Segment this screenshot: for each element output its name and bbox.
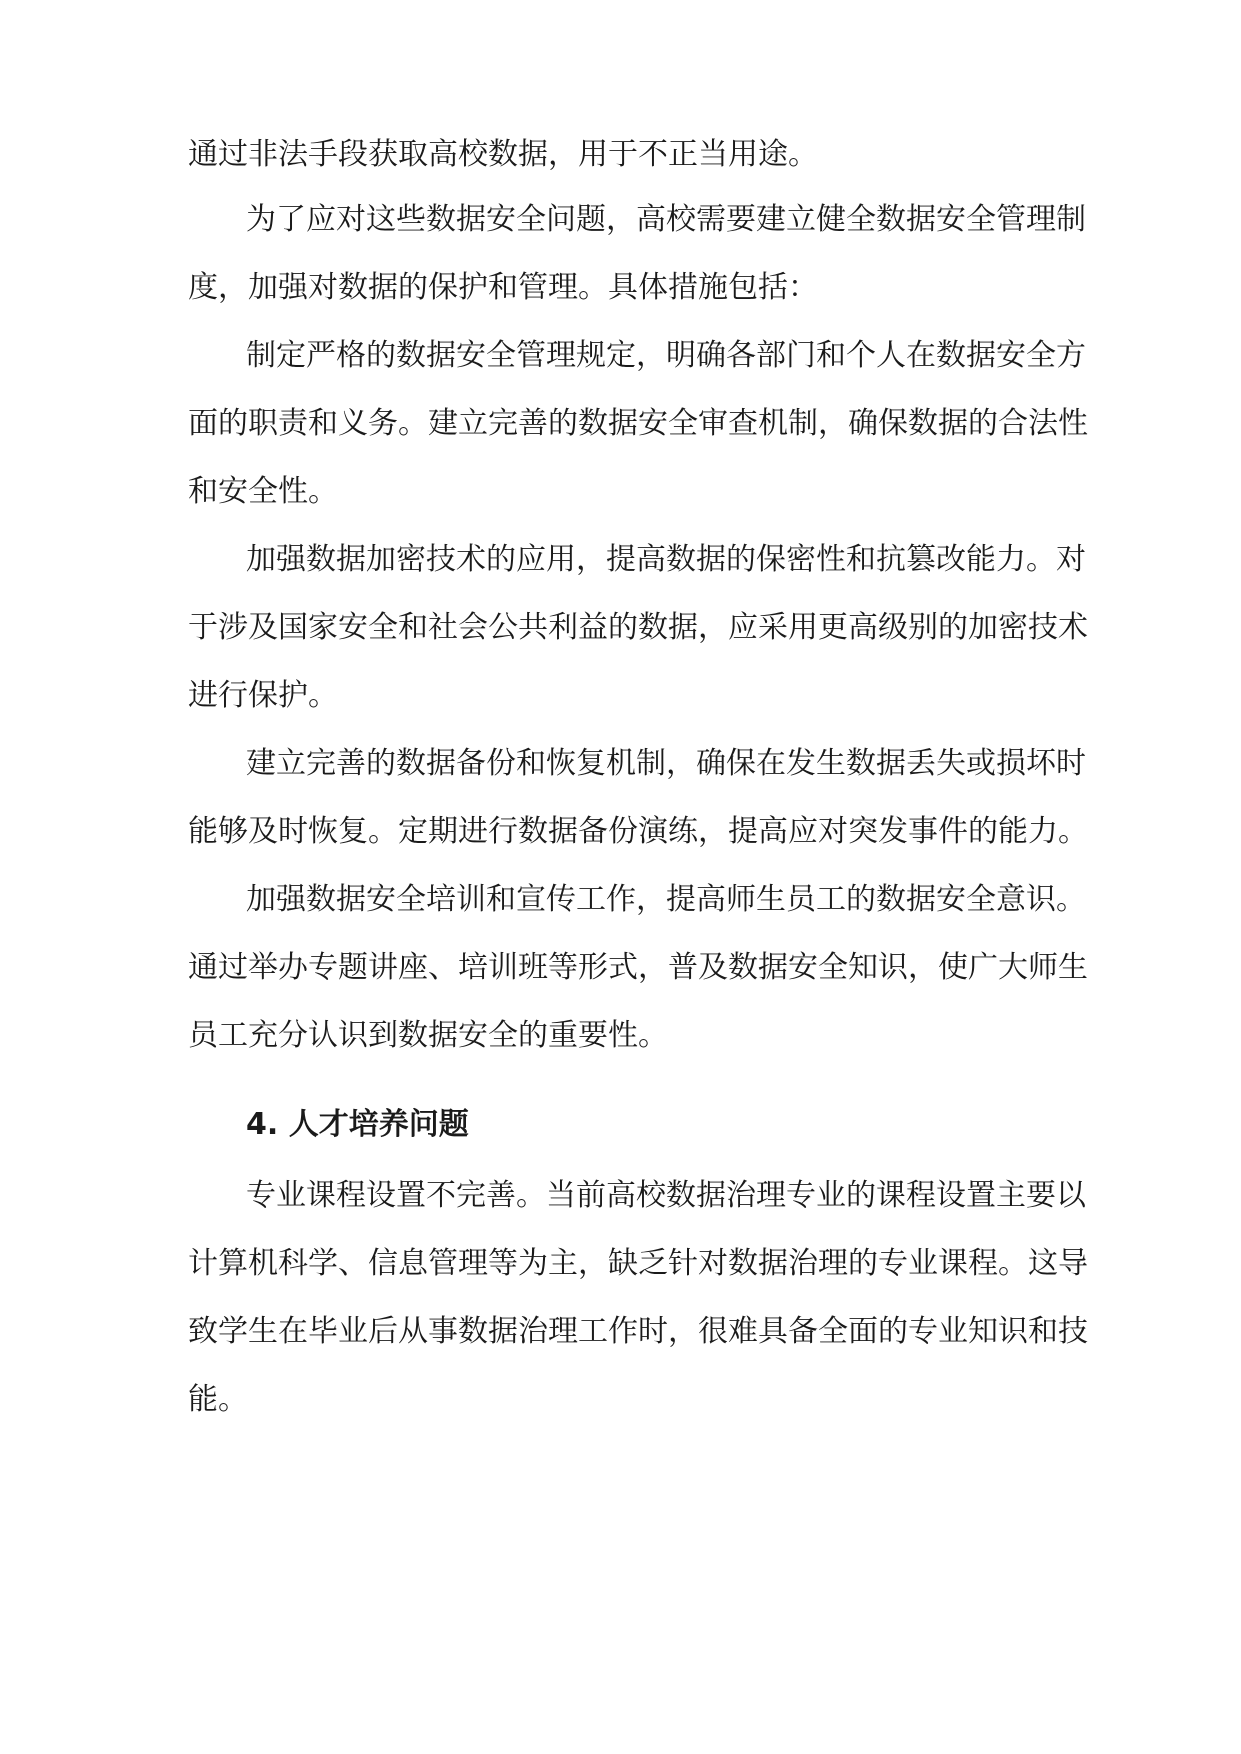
paragraph-line: 通过举办专题讲座、培训班等形式，普及数据安全知识，使广大师生 xyxy=(188,950,1088,985)
paragraph-line: 为了应对这些数据安全问题，高校需要建立健全数据安全管理制 xyxy=(246,202,1086,237)
paragraph-line: 加强数据加密技术的应用，提高数据的保密性和抗篡改能力。对 xyxy=(246,542,1086,577)
paragraph-line: 加强数据安全培训和宣传工作，提高师生员工的数据安全意识。 xyxy=(246,882,1086,917)
paragraph-line: 和安全性。 xyxy=(188,474,338,509)
paragraph-line: 进行保护。 xyxy=(188,678,338,713)
paragraph-line: 制定严格的数据安全管理规定，明确各部门和个人在数据安全方 xyxy=(246,338,1086,373)
paragraph-line: 能够及时恢复。定期进行数据备份演练，提高应对突发事件的能力。 xyxy=(188,814,1088,849)
paragraph-line: 建立完善的数据备份和恢复机制，确保在发生数据丢失或损坏时 xyxy=(246,746,1086,781)
section-heading: 4. 人才培养问题 xyxy=(246,1107,469,1142)
paragraph-line: 计算机科学、信息管理等为主，缺乏针对数据治理的专业课程。这导 xyxy=(188,1246,1088,1281)
paragraph-line: 能。 xyxy=(188,1382,248,1417)
paragraph-line: 于涉及国家安全和社会公共利益的数据，应采用更高级别的加密技术 xyxy=(188,610,1088,645)
paragraph-line: 员工充分认识到数据安全的重要性。 xyxy=(188,1018,668,1053)
paragraph-line: 度，加强对数据的保护和管理。具体措施包括： xyxy=(188,270,818,305)
paragraph-line: 致学生在毕业后从事数据治理工作时，很难具备全面的专业知识和技 xyxy=(188,1314,1088,1349)
paragraph-line: 专业课程设置不完善。当前高校数据治理专业的课程设置主要以 xyxy=(246,1178,1086,1213)
paragraph-line: 通过非法手段获取高校数据，用于不正当用途。 xyxy=(188,137,818,172)
paragraph-line: 面的职责和义务。建立完善的数据安全审查机制，确保数据的合法性 xyxy=(188,406,1088,441)
